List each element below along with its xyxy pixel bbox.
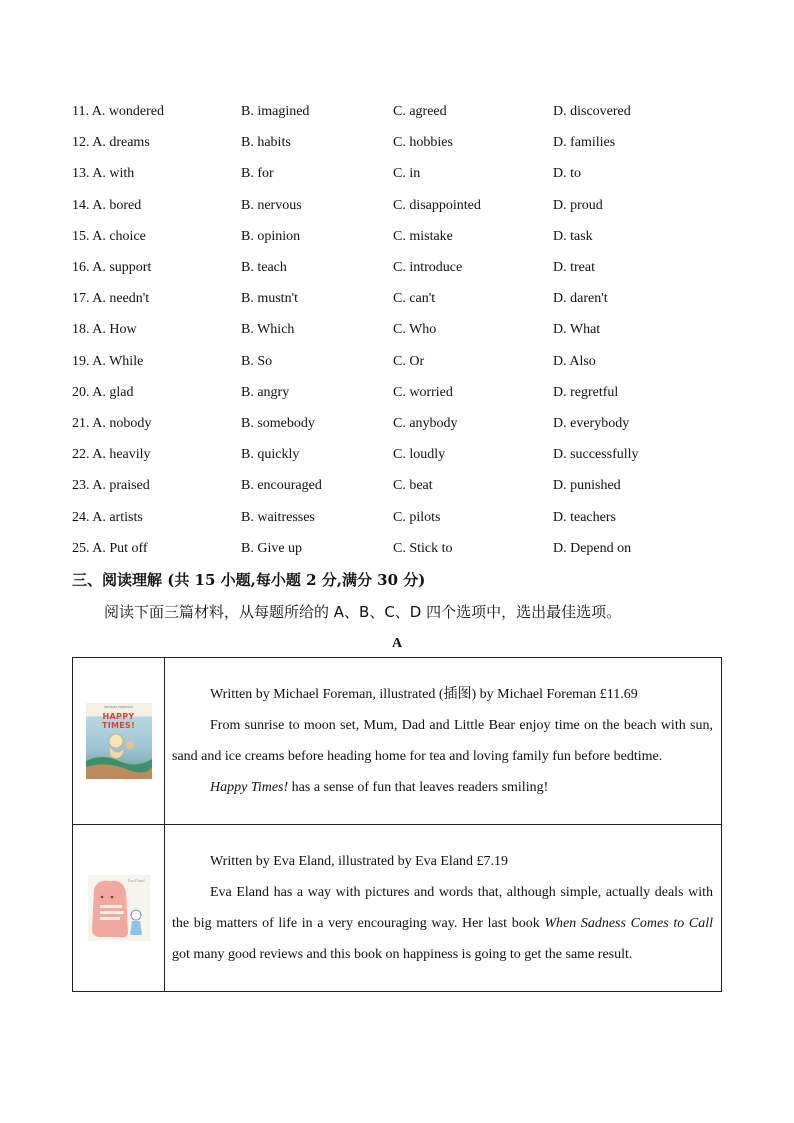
option-a: 22. A. heavily xyxy=(72,447,151,463)
option-row xyxy=(72,508,712,528)
book-cover-happy-times-icon xyxy=(86,703,152,779)
book-description xyxy=(172,877,713,971)
option-row xyxy=(72,196,712,216)
option-c: C. Or xyxy=(393,353,425,369)
cover-author: Eva Eland xyxy=(127,878,145,883)
option-d: D. task xyxy=(553,228,593,244)
option-row xyxy=(72,414,712,434)
option-b: B. waitresses xyxy=(241,509,315,525)
cover-author: MICHAEL FOREMAN xyxy=(104,705,133,709)
section-title: 三、阅读理解 (共 15 小题,每小题 2 分,满分 30 分) xyxy=(72,571,426,589)
part-label: A xyxy=(391,636,403,651)
book-credit: Written by Michael Foreman, illustrated (插图) by Michael Foreman £11.69 xyxy=(210,686,638,702)
description-text: Eva Eland has a way with pictures and words that, although simple, actually deals with the big matters of life in a very encouraging way. Her last book xyxy=(172,884,713,931)
option-d: D. proud xyxy=(553,197,603,213)
option-c: C. can't xyxy=(393,291,436,307)
option-a: 25. A. Put off xyxy=(72,540,148,556)
book-cover-cell xyxy=(73,825,165,992)
option-d: D. regretful xyxy=(553,384,619,400)
option-d: D. everybody xyxy=(553,416,630,431)
option-a: 18. A. How xyxy=(72,322,137,338)
option-b: B. habits xyxy=(241,135,291,151)
option-b: B. So xyxy=(241,353,273,369)
description-text: got many good reviews and this book on happiness is going to get the same result. xyxy=(172,947,633,963)
option-row xyxy=(72,445,712,465)
option-row xyxy=(72,320,712,340)
book-text-cell xyxy=(165,825,722,992)
option-b: B. somebody xyxy=(241,416,315,431)
option-d: D. families xyxy=(553,135,616,151)
option-a: 19. A. While xyxy=(72,353,144,369)
book-text-cell xyxy=(165,658,722,825)
option-d: D. successfully xyxy=(553,447,639,463)
section-instruction: 阅读下面三篇材料，从每题所给的 A、B、C、D 四个选项中，选出最佳选项。 xyxy=(104,603,622,621)
option-b: B. angry xyxy=(241,384,290,400)
book-title: When Sadness Comes to Call xyxy=(544,916,713,931)
option-d: D. Depend on xyxy=(553,540,632,556)
option-c: C. Stick to xyxy=(393,540,453,556)
option-b: B. quickly xyxy=(241,447,300,463)
book-tagline xyxy=(172,772,713,803)
option-row xyxy=(72,352,712,372)
option-c: C. hobbies xyxy=(393,135,453,151)
option-b: B. nervous xyxy=(241,197,302,213)
book-cover-happiness-icon xyxy=(88,875,150,941)
option-row xyxy=(72,133,712,153)
book-cover-cell xyxy=(73,658,165,825)
option-a: 24. A. artists xyxy=(72,509,143,525)
option-a: 11. A. wondered xyxy=(72,104,165,119)
option-d: D. treat xyxy=(553,260,595,275)
option-c: C. agreed xyxy=(393,104,447,119)
option-c: C. anybody xyxy=(393,416,458,431)
option-b: B. Give up xyxy=(241,540,303,556)
option-a: 12. A. dreams xyxy=(72,135,150,151)
option-row xyxy=(72,227,712,247)
option-row xyxy=(72,539,712,559)
option-a: 16. A. support xyxy=(72,260,152,275)
option-b: B. for xyxy=(241,166,274,182)
option-c: C. disappointed xyxy=(393,197,481,213)
option-row xyxy=(72,258,712,278)
option-c: C. mistake xyxy=(393,228,453,244)
option-b: B. Which xyxy=(241,322,295,338)
book-description: From sunrise to moon set, Mum, Dad and Little Bear enjoy time on the beach with sun, sand and ice creams before heading home for tea and loving family fun before bedtime. xyxy=(172,717,713,764)
option-b: B. mustn't xyxy=(241,291,298,307)
option-row xyxy=(72,476,712,496)
book-row-1 xyxy=(73,658,722,825)
option-b: B. teach xyxy=(241,260,287,275)
tagline-text: has a sense of fun that leaves readers smiling! xyxy=(288,780,549,796)
option-c: C. worried xyxy=(393,384,453,400)
option-d: D. Also xyxy=(553,353,596,369)
option-row xyxy=(72,164,712,184)
option-c: C. introduce xyxy=(393,260,463,275)
option-d: D. daren't xyxy=(553,291,608,307)
option-c: C. loudly xyxy=(393,447,446,463)
option-d: D. to xyxy=(553,166,581,182)
option-d: D. What xyxy=(553,322,601,338)
book-title: Happy Times! xyxy=(210,780,289,796)
book-row-2 xyxy=(73,825,722,992)
option-d: D. teachers xyxy=(553,509,616,525)
option-a: 13. A. with xyxy=(72,166,135,182)
option-d: D. discovered xyxy=(553,104,631,119)
option-d: D. punished xyxy=(553,478,621,494)
option-row xyxy=(72,289,712,309)
option-b: B. imagined xyxy=(241,104,310,119)
option-a: 20. A. glad xyxy=(72,384,134,400)
cover-title: HAPPY TIMES! xyxy=(101,712,136,730)
option-a: 21. A. nobody xyxy=(72,416,152,431)
option-c: C. pilots xyxy=(393,509,441,525)
option-a: 15. A. choice xyxy=(72,228,146,244)
option-a: 17. A. needn't xyxy=(72,291,150,307)
option-row xyxy=(72,102,712,122)
option-c: C. Who xyxy=(393,322,437,338)
book-credit: Written by Eva Eland, illustrated by Eva Eland £7.19 xyxy=(210,853,509,869)
book-table xyxy=(72,657,722,992)
option-c: C. in xyxy=(393,166,421,182)
option-a: 23. A. praised xyxy=(72,478,150,494)
option-b: B. opinion xyxy=(241,228,301,244)
option-row xyxy=(72,383,712,403)
option-b: B. encouraged xyxy=(241,478,322,494)
option-a: 14. A. bored xyxy=(72,197,142,213)
option-c: C. beat xyxy=(393,478,433,494)
